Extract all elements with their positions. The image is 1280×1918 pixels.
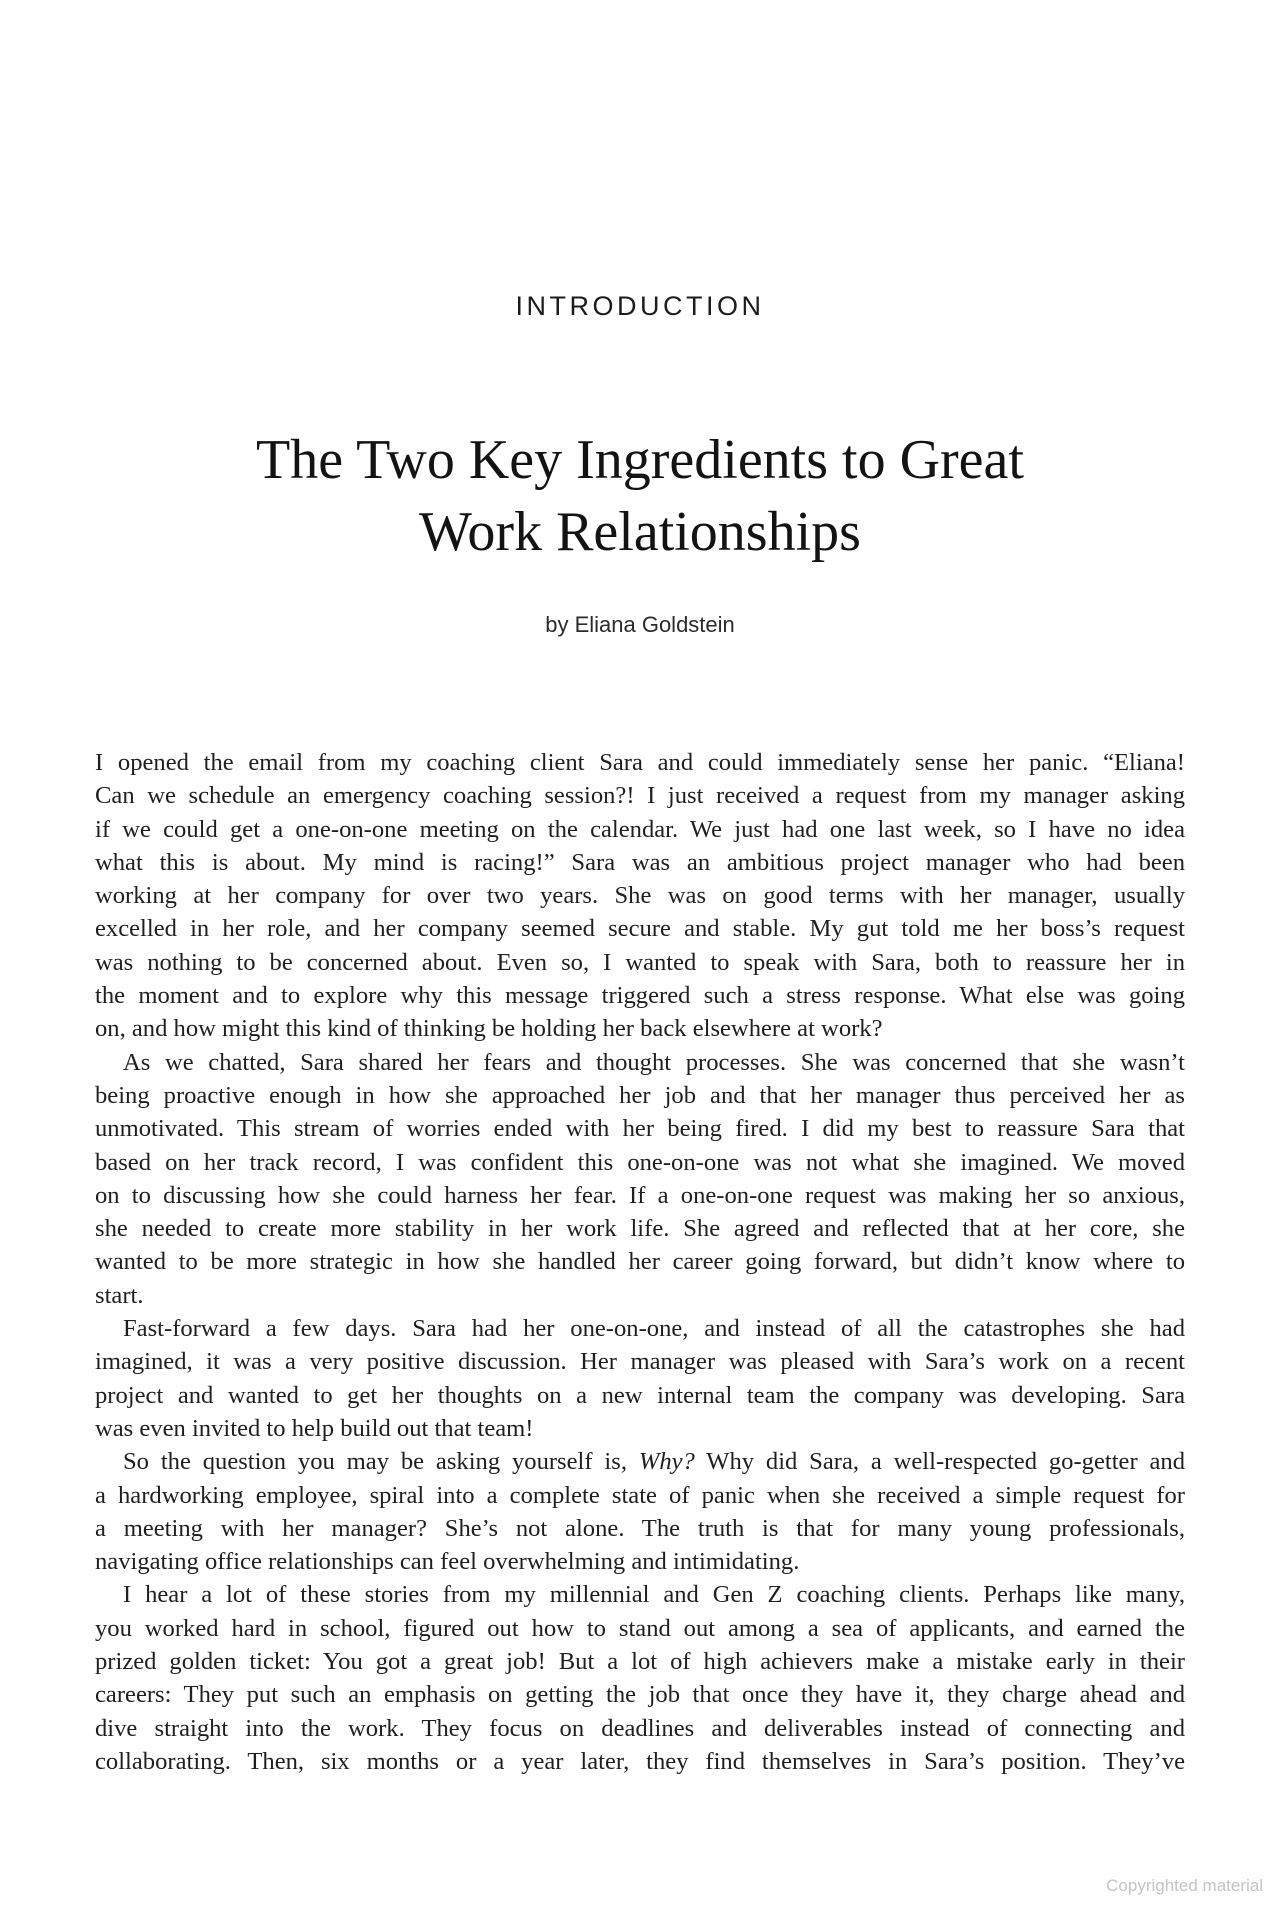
body-text [95,746,1185,1778]
paragraph [95,1312,1185,1445]
copyright-watermark: Copyrighted material [1106,1876,1263,1895]
paragraph [95,1578,1185,1778]
text-line: the moment and to explore why this message triggered such a stress response. What else was going [95,982,1185,1010]
text-line: I opened the email from my coaching client Sara and could immediately sense her panic. “Eliana! [95,749,1185,776]
text-line: based on her track record, I was confident this one-on-one was not what she imagined. We moved [95,1148,1185,1176]
chapter-title-line-1: The Two Key Ingredients to Great [256,429,1024,491]
text-line: working at her company for over two years. She was on good terms with her manager, usually [95,882,1185,910]
chapter-kicker: INTRODUCTION [515,291,765,321]
text-line: I hear a lot of these stories from my millennial and Gen Z coaching clients. Perhaps like many, [123,1581,1185,1609]
text-line: unmotivated. This stream of worries ended with her being fired. I did my best to reassure Sara that [95,1115,1185,1143]
chapter-title-line-2: Work Relationships [419,501,861,563]
text-line: a meeting with her manager? She’s not alone. The truth is that for many young professionals, [95,1514,1185,1542]
text-line: navigating office relationships can feel overwhelming and intimidating. [95,1548,800,1576]
text-line: dive straight into the work. They focus on deadlines and deliverables instead of connecting and [95,1714,1185,1742]
text-line: So the question you may be asking yourself is, Why? Why did Sara, a well-respected go-getter and [123,1448,1185,1476]
text-line: was even invited to help build out that team! [95,1414,534,1442]
paragraph [95,746,1185,1046]
chapter-title [0,424,1280,568]
text-line: was nothing to be concerned about. Even so, I wanted to speak with Sara, both to reassure her in [95,948,1185,976]
text-line: a hardworking employee, spiral into a complete state of panic when she received a simple request for [95,1481,1185,1509]
text-line: on, and how might this kind of thinking be holding her back elsewhere at work? [95,1015,883,1043]
paragraph [95,1445,1185,1578]
text-line: Fast-forward a few days. Sara had her one-on-one, and instead of all the catastrophes she had [123,1315,1185,1343]
text-line: if we could get a one-on-one meeting on the calendar. We just had one last week, so I have no idea [95,815,1185,843]
text-line: you worked hard in school, figured out how to stand out among a sea of applicants, and earned the [95,1614,1185,1642]
text-line: what this is about. My mind is racing!” Sara was an ambitious project manager who had been [95,848,1185,876]
text-line: excelled in her role, and her company seemed secure and stable. My gut told me her boss’s request [95,915,1185,943]
text-line: prized golden ticket: You got a great job! But a lot of high achievers make a mistake early in their [95,1648,1185,1676]
text-line: being proactive enough in how she approached her job and that her manager thus perceived her as [95,1081,1185,1109]
text-line: project and wanted to get her thoughts on a new internal team the company was developing. Sara [95,1381,1185,1409]
text-line: imagined, it was a very positive discussion. Her manager was pleased with Sara’s work on a recent [95,1348,1185,1376]
text-line: Can we schedule an emergency coaching session?! I just received a request from my manager asking [95,782,1185,810]
text-line: collaborating. Then, six months or a year later, they find themselves in Sara’s position. They’ve [95,1747,1185,1775]
text-line: wanted to be more strategic in how she handled her career going forward, but didn’t know where to [95,1248,1185,1276]
paragraph [95,1046,1185,1312]
text-line: As we chatted, Sara shared her fears and thought processes. She was concerned that she wasn’t [123,1048,1185,1076]
text-line: she needed to create more stability in her work life. She agreed and reflected that at her core, she [95,1215,1185,1243]
text-line: on to discussing how she could harness her fear. If a one-on-one request was making her so anxious, [95,1181,1185,1209]
text-line: careers: They put such an emphasis on getting the job that once they have it, they charge ahead and [95,1681,1185,1709]
text-line: start. [95,1281,144,1309]
byline: by Eliana Goldstein [545,612,735,637]
